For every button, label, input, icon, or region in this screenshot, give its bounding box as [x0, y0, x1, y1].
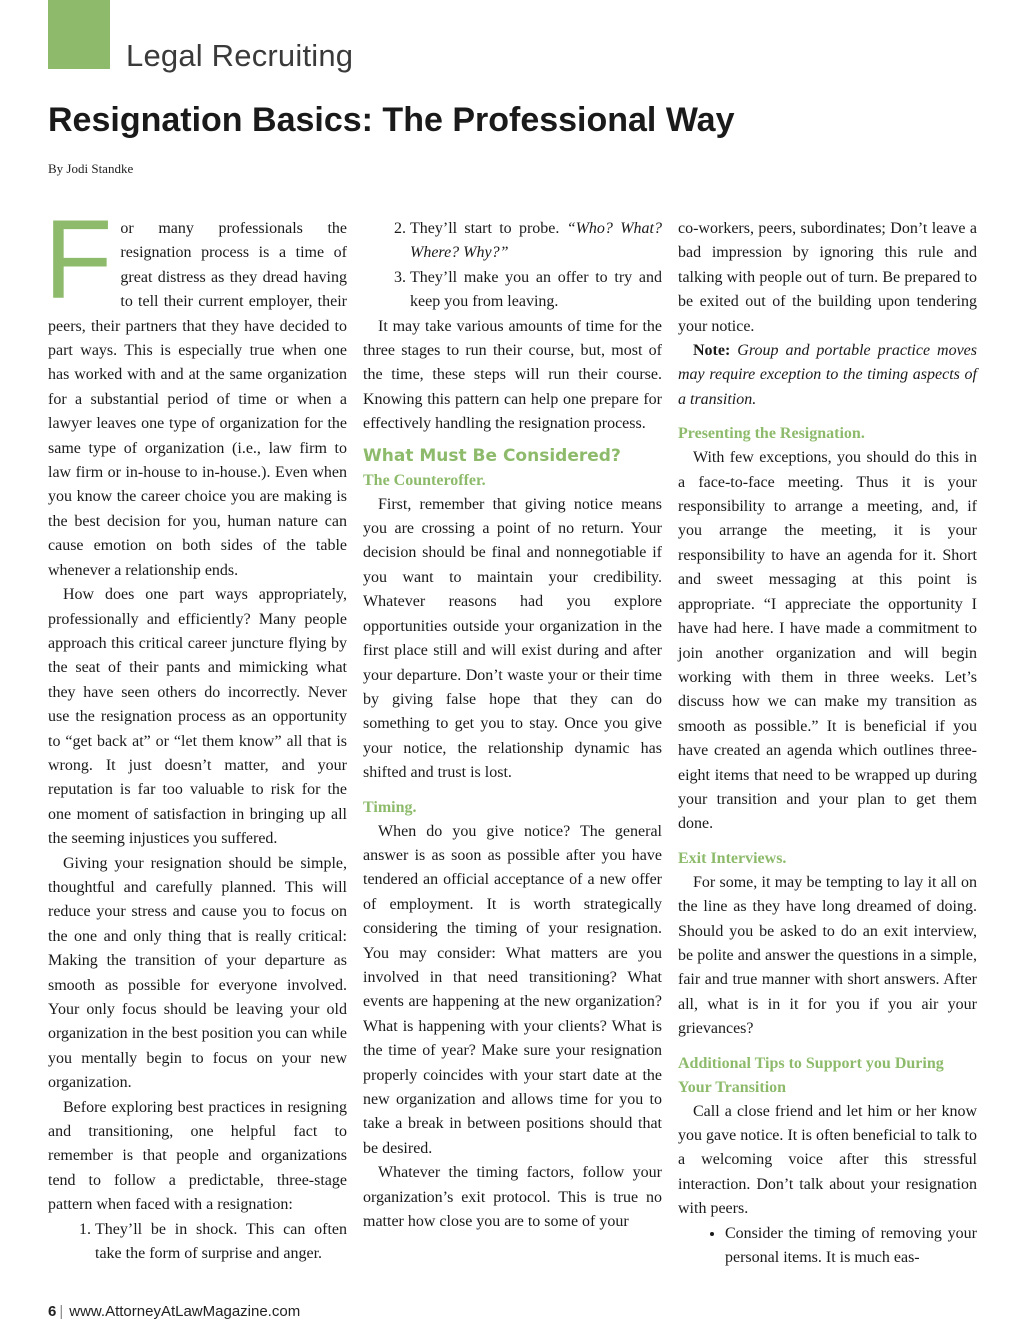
- subheading-presenting: Presenting the Resignation.: [678, 425, 865, 443]
- column-1: [44, 197, 347, 1266]
- subheading-exit-interviews: Exit Interviews.: [678, 849, 787, 867]
- paragraph-intro: [44, 197, 347, 583]
- list-item-text: They’ll start to probe.: [410, 220, 567, 237]
- paragraph: Call a close friend and let him or her know you gave notice. It is often beneficial to talk to a welcoming voice after this stressful interaction. Don’t talk about your resignation with peers.: [678, 1102, 977, 1218]
- section-heading: What Must Be Considered?: [363, 445, 621, 466]
- section-label: Legal Recruiting: [126, 38, 354, 73]
- column-3: [678, 217, 977, 1270]
- stages-list-continued: [363, 217, 662, 315]
- byline: By Jodi Standke: [48, 161, 134, 176]
- subheading-additional-tips: Additional Tips to Support you During Your Transition: [678, 1054, 944, 1096]
- note-text: Group and portable practice moves may require exception to the timing aspects of a transition.: [678, 342, 977, 408]
- list-item-italic: “Who? What? Where? Why?”: [410, 220, 662, 262]
- drop-cap: F: [44, 197, 113, 322]
- list-item: 3. They’ll make you an offer to try and keep you from leaving.: [410, 266, 662, 315]
- footer-divider: |: [59, 1303, 64, 1320]
- article-headline: Resignation Basics: The Professional Way: [48, 101, 735, 139]
- paragraph: Whatever the timing factors, follow your organization’s exit protocol. This is true no matter how close you are to some of your: [363, 1164, 662, 1231]
- subheading-timing: Timing.: [363, 798, 417, 816]
- list-item: 1. They’ll be in shock. This can often take the form of surprise and anger.: [95, 1218, 347, 1267]
- tips-list: [678, 1222, 977, 1271]
- paragraph: How does one part ways appropriately, professionally and efficiently? Many people approach this critical career juncture flying by the seat of their pants and mimicking what they have seen others do incorrectly. Never use the resignation process as an opportunity to “get back at” or “let them know” all that is wrong. It just doesn’t matter, and your reputation is far too valuable to risk for the one moment of satisfaction in bringing up all the seeming injustices you suffered.: [48, 586, 347, 848]
- paragraph: co-workers, peers, subordinates; Don’t leave a bad impression by ignoring this rule and talking with people out of turn. Be prepared to be exited out of the building upon tendering your notice.: [678, 220, 977, 335]
- footer-website: www.AttorneyAtLawMagazine.com: [69, 1303, 301, 1320]
- note-paragraph: [678, 339, 977, 412]
- note-label: Note:: [693, 342, 731, 360]
- list-item: [410, 217, 662, 266]
- stages-list: [48, 1218, 347, 1267]
- list-item: • Consider the timing of removing your personal items. It is much eas-: [725, 1222, 977, 1271]
- page-footer: [48, 1303, 300, 1320]
- paragraph: For some, it may be tempting to lay it all on the line as they have long dreamed of doing. Should you be asked to do an exit interview, be polite and answer the questions in a simple, fair and true manner with short answers. After all, what is in it for you if you air your grievances?: [678, 873, 977, 1038]
- paragraph: Giving your resignation should be simple, thoughtful and carefully planned. This will reduce your stress and cause you to focus on the one and only thing that is really critical: Making the transition of your departure as smooth as possible for everyone involved. Your only focus should be leaving your old organization in the best position you can while you mentally begin to focus on your new organization.: [48, 854, 347, 1092]
- paragraph: When do you give notice? The general answer is as soon as possible after you have tendered an official acceptance of a new offer of employment. It is worth strategically considering the timing of your resignation. You may consider: What matters are you involved in that need transitioning? What events are happening at the new organization? What is happening with your clients? What is the time of year? Make sure your resignation properly coincides with your start date at the new organization and allows time for you to take a break in between positions should that be desired.: [363, 822, 662, 1157]
- column-2: [363, 217, 662, 1234]
- paragraph-intro-text: or many professionals the resignation process is a time of great distress as they dread having to tell their current employer, their peers, their partners that they have decided to part ways. This is especially true when one has worked with and at the same organization for a substantial period of time or when a lawyer leaves one type of organization for the same type of organization (i.e., law firm to law firm or in-house to in-house.). Even when you know the career choice you are making is the best decision for you, human nature can cause emotion on both sides of the table whenever a relationship ends.: [48, 220, 347, 579]
- paragraph: First, remember that giving notice means you are crossing a point of no return. Your decision should be final and nonnegotiable if you want to maintain your credibility. Whatever reasons had you explore opportunities outside your organization in the first place still and will exist during and after your departure. Don’t waste your or their time by giving false hope that they can do something to get you to stay. Once you give your notice, the relationship dynamic has shifted and trust is lost.: [363, 495, 662, 782]
- section-color-block: [48, 0, 110, 69]
- page-number: 6: [48, 1303, 57, 1320]
- paragraph: It may take various amounts of time for the three stages to run their course, but, most of the time, these steps will run their course. Knowing this pattern can help one prepare for effectively handling the resignation process.: [363, 317, 662, 433]
- subheading-counteroffer: The Counteroffer.: [363, 471, 486, 489]
- paragraph: With few exceptions, you should do this in a face-to-face meeting. Thus it is your responsibility to arrange a meeting, and, if you arrange the meeting, it is your responsibility to have an agenda for it. Short and sweet messaging at this point is appropriate. “I appreciate the opportunity I have had here. I have made a commitment to join another organization and will begin working with them in three weeks. Let’s discuss how we can make my transition as smooth as possible.” It is beneficial if you have created an agenda which outlines three-eight items that need to be wrapped up during your transition and your plan to get them done.: [678, 449, 977, 833]
- paragraph: Before exploring best practices in resigning and transitioning, one helpful fact to remember is that people and organizations tend to follow a predictable, three-stage pattern when faced with a resignation:: [48, 1098, 347, 1214]
